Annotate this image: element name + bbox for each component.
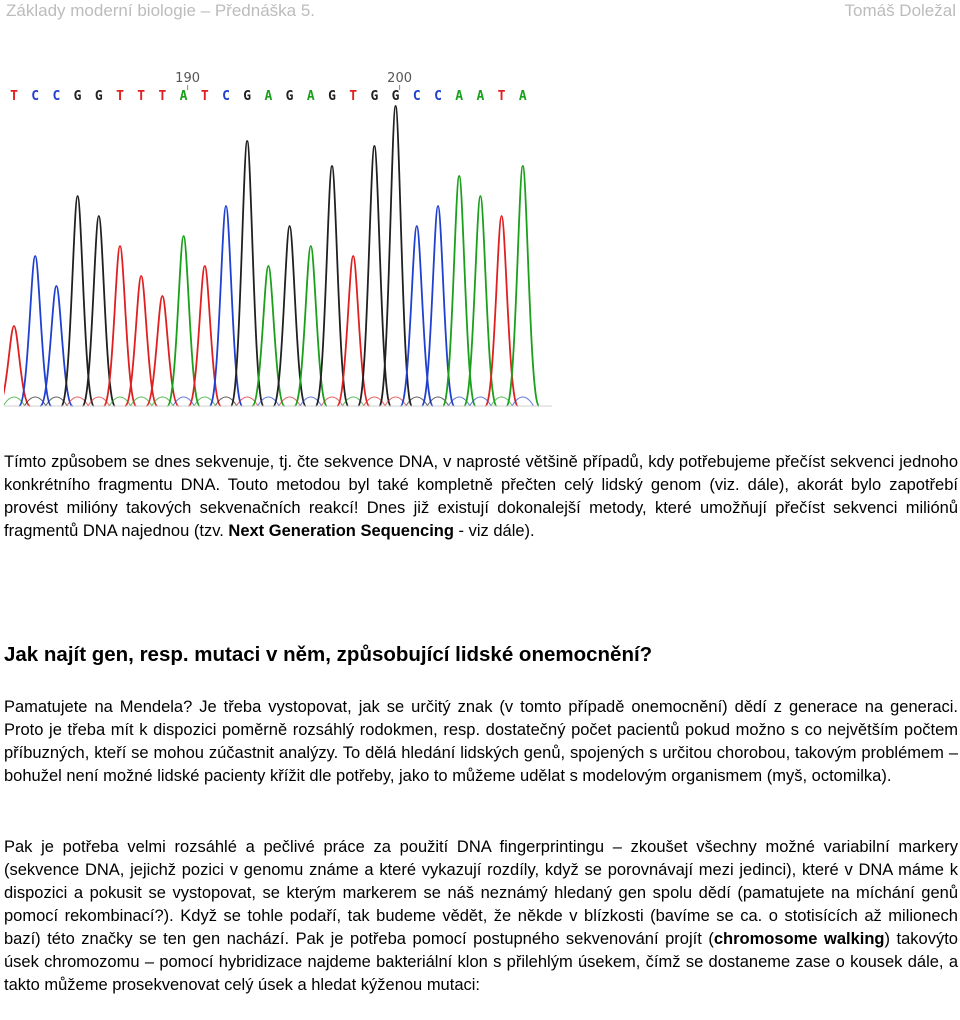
base-call-A: A (518, 89, 527, 104)
peak-C (401, 226, 433, 406)
position-label: 200 (387, 71, 413, 86)
base-call-T: T (349, 89, 358, 104)
peak-C (210, 206, 242, 406)
base-call-G: G (243, 89, 252, 104)
p1-bold-term: Next Generation Sequencing (228, 522, 454, 540)
peak-T (337, 256, 369, 406)
peak-C (422, 206, 454, 406)
base-call-C: C (31, 89, 40, 104)
base-call-G: G (73, 89, 82, 104)
peak-T (485, 216, 517, 406)
paragraph-sequencing (4, 451, 958, 543)
sequencing-chromatogram (4, 66, 552, 426)
base-call-A: A (455, 89, 464, 104)
base-call-A: A (476, 89, 485, 104)
base-call-T: T (158, 89, 167, 104)
header-course-title: Základy moderní biologie – Přednáška 5. (6, 1, 316, 20)
base-call-C: C (52, 89, 61, 104)
base-call-A: A (264, 89, 273, 104)
p3-bold-term: chromosome walking (713, 930, 885, 948)
base-call-G: G (328, 89, 336, 104)
peak-C (40, 286, 72, 406)
chromatogram-svg (4, 66, 552, 426)
base-call-G: G (285, 89, 294, 104)
peak-G (231, 141, 263, 406)
paragraph-mendel: Pamatujete na Mendela? Je třeba vystopovat, jak se určitý znak (v tomto případě onemocnění) dědí z generace na generaci. Proto je třeba mít k dispozici poměrně rozsáhlý rodokmen, resp. dostatečný počet pacientů pokud možno s co největším počtem příbuzných, kteří se mohou zúčastnit analýzy. To dělá hledání lidských genů, spojených s určitou chorobou, takovým problémem – bohužel není možné lidské pacienty křížit dle potřeby, jako to můžeme udělat s modelovým organismem (myš, octomilka). (4, 698, 958, 785)
peak-A (295, 246, 327, 406)
page-header (4, 0, 956, 24)
base-call-G: G (391, 89, 400, 104)
base-call-T: T (497, 89, 506, 104)
base-call-C: C (434, 89, 442, 104)
base-call-T: T (137, 89, 146, 104)
peak-T (189, 266, 221, 406)
base-call-G: G (370, 89, 379, 104)
base-call-T: T (10, 89, 18, 104)
p1-tail: - viz dále). (453, 522, 535, 540)
base-call-A: A (179, 89, 188, 104)
base-call-T: T (116, 89, 124, 104)
p1-text: Tímto způsobem se dnes sekvenuje, tj. čte sekvence DNA, v naprosté většině případů, kdy potřebujeme přečíst sekvenci jednoho konkrétního fragmentu DNA. Touto metodou byl také kompletně přečten celý lidský genom (viz. dále), akorát bylo zapotřebí provést milióny takových sekvenačních reakcí! Dnes již existují dokonalejší metody, které umožňují přečíst sekvenci miliónů fragmentů DNA najednou (tzv. (4, 453, 958, 540)
base-call-A: A (306, 89, 315, 104)
base-call-C: C (222, 89, 230, 104)
header-author: Tomáš Doležal (844, 1, 956, 20)
base-call-C: C (412, 89, 421, 104)
paragraph-fingerprinting (4, 836, 958, 997)
p3-text: Pak je potřeba velmi rozsáhlé a pečlivé práce za použití DNA fingerprintingu – zkoušet všechny možné variabilní markery (sekvence DNA, jejichž pozici v genomu známe a které vykazují rozdíly, když se porovnávají mezi jedinci), které v DNA máme k dispozici a pokusit se vystopovat, se kterým markerem se náš neznámý hledaný gen spolu dědí (pamatujete na míchání genů pomocí rekombinací?). Když se tohle podaří, tak budeme vědět, že někde v blízkosti (bavíme se ca. o stotisících až milionech bazí) této značky se ten gen nachází. Pak je potřeba pomocí postupného sekvenování projít ( (4, 838, 958, 948)
peak-T (146, 296, 178, 406)
base-call-G: G (94, 89, 103, 104)
peak-G (358, 146, 390, 406)
peak-A (507, 166, 539, 406)
base-call-T: T (200, 89, 209, 104)
p3-tail: ) takovýto úsek chromozomu – pomocí hybridizace najdeme bakteriální klon s přilehlým úsekem, čímž se dostaneme zase o kousek dále, a takto můžeme prosekvenovat celý úsek a hledat kýženou mutaci: (4, 930, 958, 994)
section-heading: Jak najít gen, resp. mutaci v něm, způsobující lidské onemocnění? (4, 643, 653, 666)
position-label: 190 (175, 71, 201, 86)
